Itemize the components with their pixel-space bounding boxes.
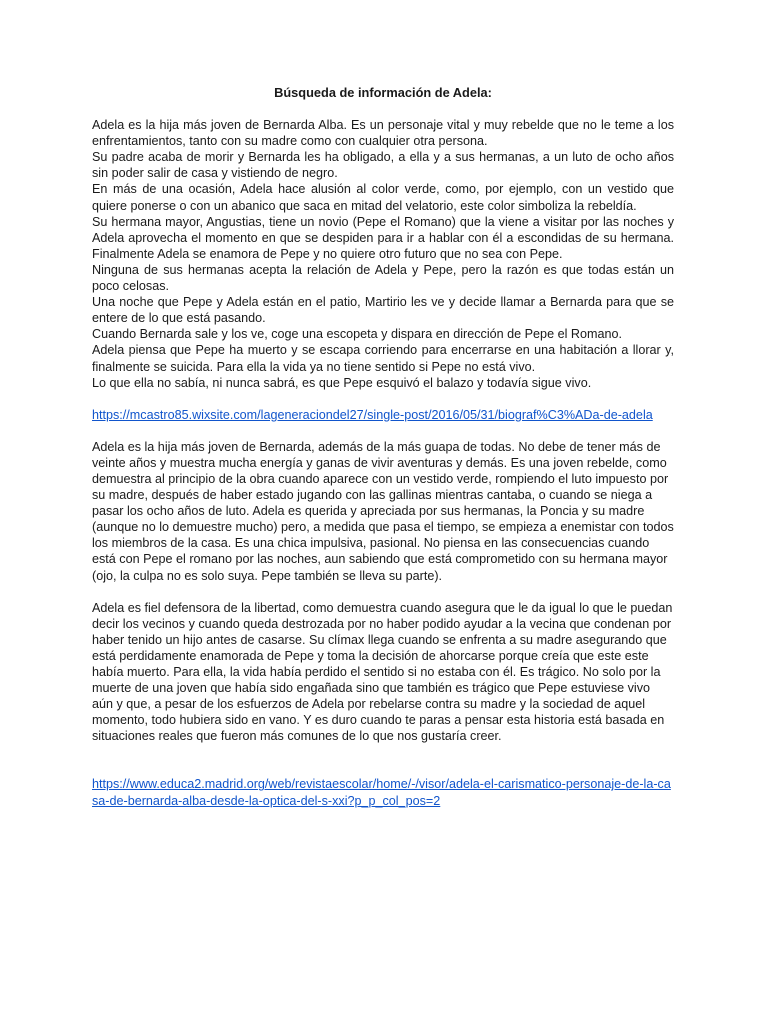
spacer [92, 744, 674, 776]
spacer [92, 391, 674, 407]
paragraph: Adela es la hija más joven de Bernarda, además de la más guapa de todas. No debe de tener más de veinte años y muestra mucha energía y ganas de vivir aventuras y demás. Es una joven rebelde, como demuestra al principio de la obra cuando aparece con un vestido verde, rompiendo el luto impuesto por su madre, después de haber estado jugando con las gallinas mientras cantaba, o cuando se niega a pasar los ocho años de luto. Adela es querida y apreciada por sus hermanas, la Poncia y su madre (aunque no lo demuestre mucho) pero, a medida que pasa el tiempo, se empieza a enemistar con todos los miembros de la casa. Es una chica impulsiva, pasional. No piensa en las consecuencias cuando está con Pepe el romano por las noches, aun sabiendo que está comprometido con su hermana mayor (ojo, la culpa no es solo suya. Pepe también se lleva su parte). [92, 439, 674, 583]
paragraph: Ninguna de sus hermanas acepta la relación de Adela y Pepe, pero la razón es que todas están un poco celosas. [92, 262, 674, 294]
section-freedom [92, 600, 674, 745]
paragraph: Una noche que Pepe y Adela están en el patio, Martirio les ve y decide llamar a Bernarda para que se entere de lo que está pasando. [92, 295, 674, 326]
paragraph: En más de una ocasión, Adela hace alusión al color verde, como, por ejemplo, con un vestido que quiere ponerse o con un abanico que saca en mitad del velatorio, este color simboliza la rebeldía. [92, 182, 674, 213]
section-character [92, 439, 674, 584]
paragraph: Adela piensa que Pepe ha muerto y se escapa corriendo para encerrarse en una habitación a llorar y, finalmente se suicida. Para ella la vida ya no tiene sentido si Pepe no está vivo. [92, 343, 674, 374]
paragraph: Su hermana mayor, Angustias, tiene un novio (Pepe el Romano) que la viene a visitar por las noches y Adela aprovecha el momento en que se despiden para ir a hablar con él a escondidas de su hermana. Finalmente Adela se enamora de Pepe y no quiere otro futuro que no sea con Pepe. [92, 214, 674, 261]
source-link-2[interactable]: https://www.educa2.madrid.org/web/revistaescolar/home/-/visor/adela-el-carismatico-personaje-de-la-casa-de-bernarda-alba-desde-la-optica-del-s-xxi?p_p_col_pos=2 [92, 777, 671, 808]
document-body [92, 85, 674, 809]
paragraph: Su padre acaba de morir y Bernarda les ha obligado, a ella y a sus hermanas, a un luto de ocho años sin poder salir de casa y vistiendo de negro. [92, 150, 674, 181]
section-summary [92, 117, 674, 391]
document-title: Búsqueda de información de Adela: [274, 85, 492, 100]
spacer [92, 423, 674, 439]
source-link-1[interactable]: https://mcastro85.wixsite.com/lageneraciondel27/single-post/2016/05/31/biograf%C3%ADa-de-adela [92, 407, 653, 422]
spacer [92, 584, 674, 600]
paragraph: Adela es fiel defensora de la libertad, como demuestra cuando asegura que le da igual lo que le puedan decir los vecinos y cuando queda destrozada por no haber podido ayudar a la vecina que condenan por haber tenido un hijo antes de casarse. Su clímax llega cuando se enfrenta a su madre asegurando que está perdidamente enamorada de Pepe y toma la decisión de ahorcarse porque creía que este este había muerto. Para ella, la vida había perdido el sentido si no estaba con él. Es trágico. No solo por la muerte de una joven que había sido engañada sino que también es trágico que Pepe estuviese vivo aún y que, a pesar de los esfuerzos de Adela por rebelarse contra su madre y la sociedad de aquel momento, todo hubiera sido en vano. Y es duro cuando te paras a pensar esta historia está basada en situaciones reales que fueron más comunes de lo que nos gustaría creer. [92, 600, 673, 744]
paragraph: Lo que ella no sabía, ni nunca sabrá, es que Pepe esquivó el balazo y todavía sigue vivo. [92, 375, 592, 390]
paragraph: Adela es la hija más joven de Bernarda Alba. Es un personaje vital y muy rebelde que no le teme a los enfrentamientos, tanto con su madre como con cualquier otra persona. [92, 118, 674, 149]
paragraph: Cuando Bernarda sale y los ve, coge una escopeta y dispara en dirección de Pepe el Romano. [92, 327, 622, 342]
